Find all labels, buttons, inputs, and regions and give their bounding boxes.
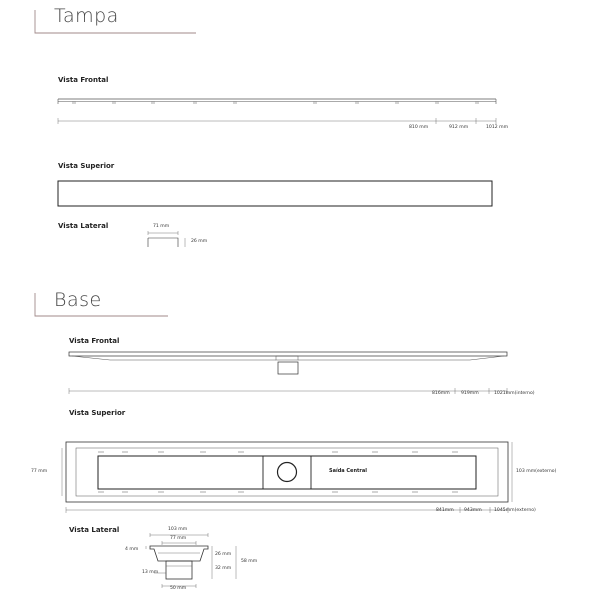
base-superior-dim-2: 943mm <box>464 508 482 513</box>
base-superior-height-right: 103 mm(externo) <box>516 469 557 474</box>
base-vista-frontal-label: Vista Frontal <box>69 337 120 345</box>
base-frontal-drawing <box>69 352 507 394</box>
tampa-title: Tampa <box>54 5 119 27</box>
base-lateral-flange: 13 mm <box>142 570 159 575</box>
tampa-vista-superior-label: Vista Superior <box>58 162 115 170</box>
base-superior-dim-3: 1045mm(externo) <box>494 508 536 513</box>
base-frontal-dim-1: 816mm <box>432 391 450 396</box>
base-lateral-total-height: 58 mm <box>241 559 258 564</box>
tampa-vista-lateral-label: Vista Lateral <box>58 222 109 230</box>
tampa-frontal-dim-2: 912 mm <box>449 125 469 130</box>
base-title: Base <box>54 289 102 311</box>
tampa-lateral-width: 71 mm <box>153 224 170 229</box>
base-frontal-dim-3: 1021mm(interno) <box>494 391 535 396</box>
tampa-lateral-drawing <box>148 231 185 247</box>
base-lateral-lower-height: 32 mm <box>215 566 232 571</box>
base-lateral-drawing <box>146 533 236 588</box>
tampa-frontal-dim-1: 810 mm <box>409 125 429 130</box>
tampa-frontal-drawing <box>58 99 496 124</box>
base-lateral-top-width: 103 mm <box>168 527 188 532</box>
base-lateral-outlet-width: 50 mm <box>170 586 187 591</box>
tampa-frontal-dim-3: 1012 mm <box>486 125 509 130</box>
base-superior-drawing <box>62 442 512 513</box>
tampa-superior-drawing <box>58 181 492 206</box>
saida-central-label: Saída Central <box>329 468 367 474</box>
base-lateral-inner-width: 77 mm <box>170 536 187 541</box>
base-lateral-lip: 4 mm <box>125 547 139 552</box>
base-frontal-dim-2: 919mm <box>461 391 479 396</box>
base-superior-dim-1: 841mm <box>436 508 454 513</box>
base-superior-height-left: 77 mm <box>31 469 48 474</box>
tampa-vista-frontal-label: Vista Frontal <box>58 76 109 84</box>
base-lateral-upper-height: 26 mm <box>215 552 232 557</box>
base-vista-superior-label: Vista Superior <box>69 409 126 417</box>
tampa-lateral-height: 26 mm <box>191 239 208 244</box>
base-vista-lateral-label: Vista Lateral <box>69 526 120 534</box>
